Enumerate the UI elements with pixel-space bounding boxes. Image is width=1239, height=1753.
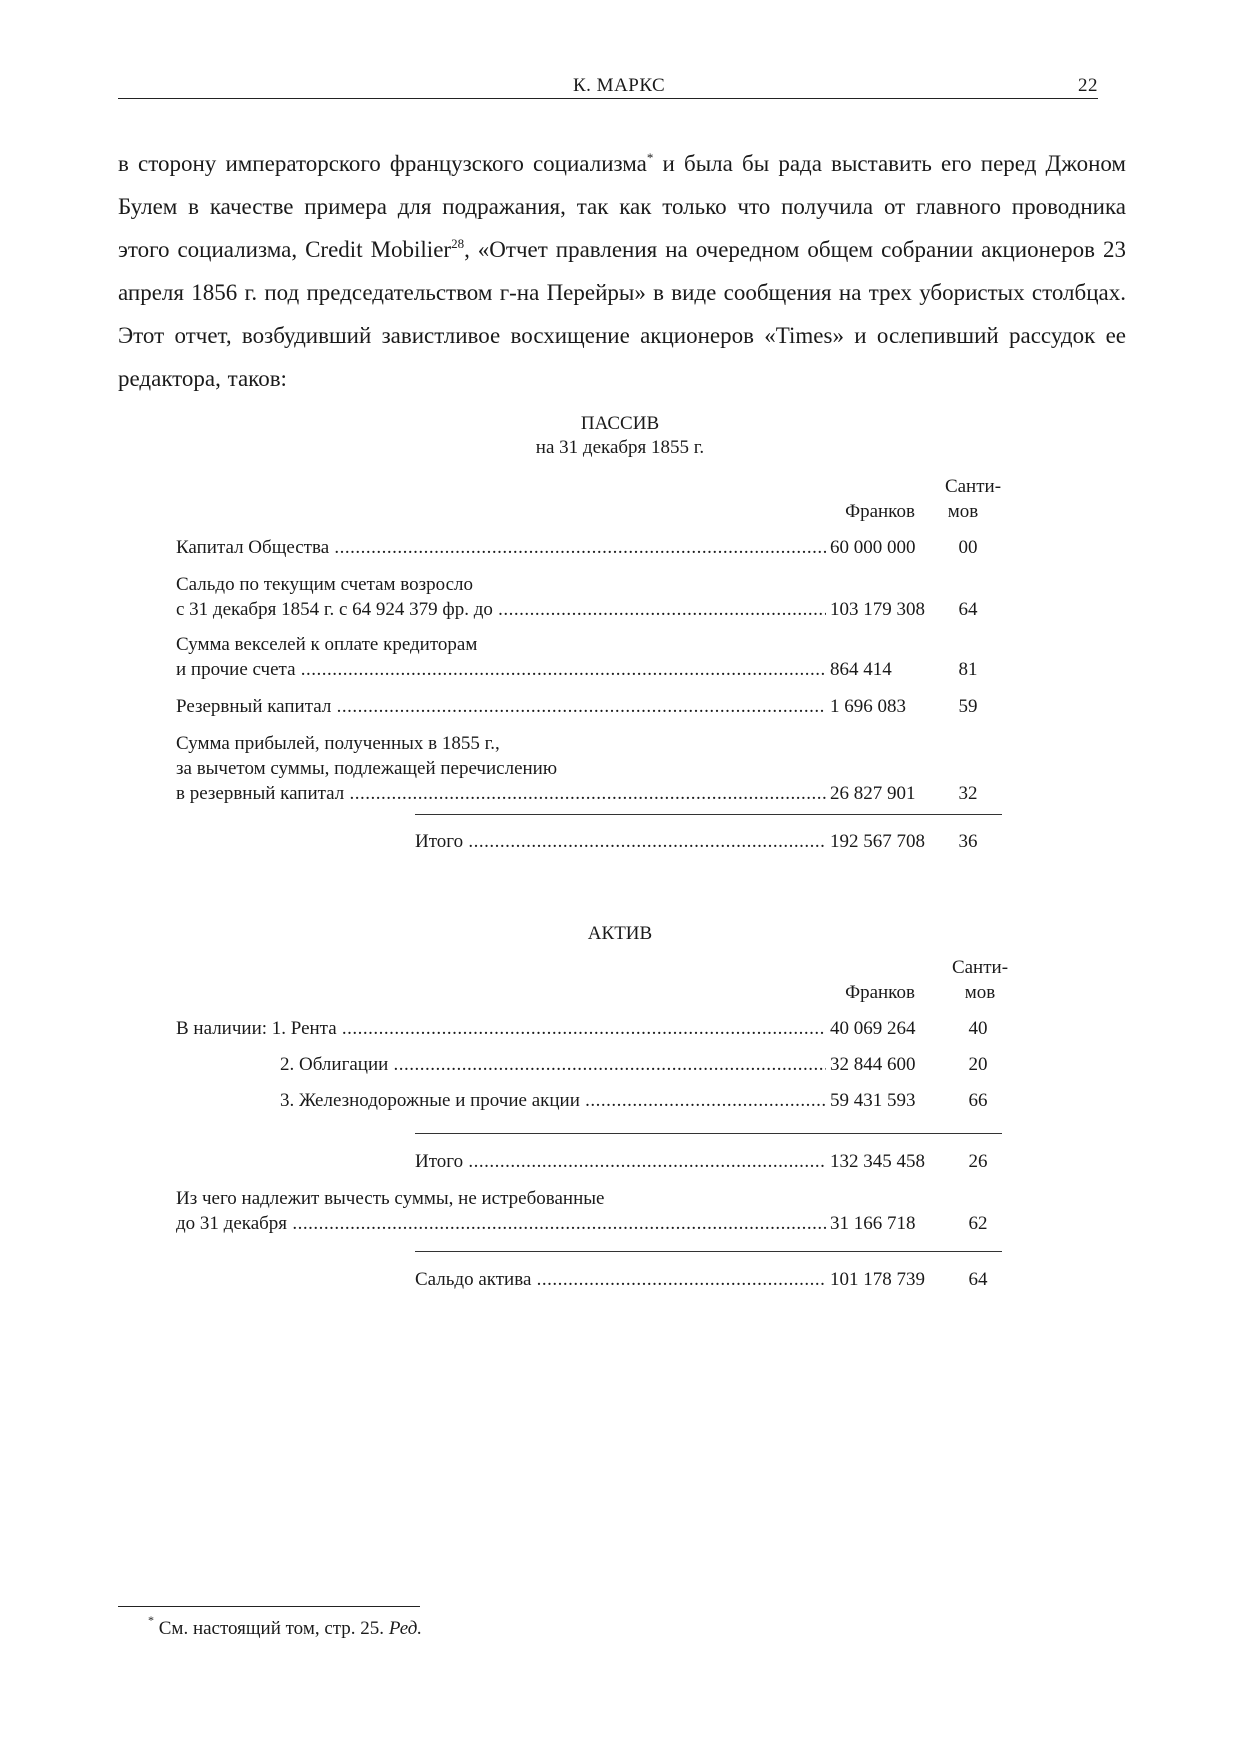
aktiv-title xyxy=(380,922,860,946)
row-label: Резервный капитал ..... xyxy=(176,694,826,719)
running-header xyxy=(118,74,1098,99)
row-cents: 20 xyxy=(968,1054,988,1075)
total-francs: 132 345 458 xyxy=(830,1151,925,1172)
row-cents: 66 xyxy=(968,1090,988,1111)
row-cents: 40 xyxy=(968,1018,988,1039)
aktiv-balance-rule xyxy=(415,1251,1002,1252)
row-label: 2. Облигации ..... xyxy=(280,1052,826,1077)
footnote-mark: * xyxy=(148,1613,154,1627)
row-label: с 31 декабря 1854 г. с 64 924 379 фр. до ..... xyxy=(176,597,826,622)
balance-label: Сальдо актива ..... xyxy=(415,1267,826,1292)
balance-cents: 64 xyxy=(968,1269,988,1290)
footnote-editor: Ред. xyxy=(388,1618,423,1639)
row-francs: 103 179 308 xyxy=(830,599,925,620)
row-label-line: Из чего надлежит вычесть суммы, не истребованные xyxy=(176,1188,605,1209)
body-text-part2: и была бы рада выставить его перед Джоном Булем в качестве примера для подражания, так как только что получила от главного проводника этого социализма, Credit Mobilier xyxy=(118,151,1126,262)
passiv-francs-header: Франков xyxy=(845,501,915,522)
row-label: Капитал Общества ..... xyxy=(176,535,826,560)
row-cents: 59 xyxy=(958,696,978,717)
row-label: до 31 декабря ..... xyxy=(176,1211,826,1236)
row-francs: 1 696 083 xyxy=(830,696,906,717)
passiv-heading: ПАССИВ xyxy=(580,413,660,434)
aktiv-cents-header-1: Санти- xyxy=(951,957,1009,978)
row-francs: 864 414 xyxy=(830,659,892,680)
row-label: в резервный капитал ..... xyxy=(176,781,826,806)
aktiv-francs-header: Франков xyxy=(845,982,915,1003)
aktiv-heading: АКТИВ xyxy=(587,923,653,944)
row-francs: 31 166 718 xyxy=(830,1213,916,1234)
passiv-cents-header-2: мов xyxy=(947,501,979,522)
row-label: В наличии: 1. Рента ..... xyxy=(176,1016,826,1041)
page-number: 22 xyxy=(1078,75,1098,96)
row-cents: 32 xyxy=(958,783,978,804)
passiv-title xyxy=(380,412,860,460)
passiv-cents-header-1: Санти- xyxy=(944,476,1002,497)
body-paragraph xyxy=(118,142,1126,400)
aktiv-cents-header-2: мов xyxy=(964,982,996,1003)
row-francs: 59 431 593 xyxy=(830,1090,916,1111)
footnote-mark: * xyxy=(646,150,654,165)
row-label-line: Сумма прибылей, полученных в 1855 г., xyxy=(176,733,500,754)
total-label: Итого ..... xyxy=(415,1149,826,1174)
row-cents: 62 xyxy=(968,1213,988,1234)
note-reference: 28 xyxy=(451,236,465,251)
row-cents: 64 xyxy=(958,599,978,620)
header-author: К. МАРКС xyxy=(573,75,666,96)
footnote-rule xyxy=(118,1606,420,1607)
passiv-cents-header xyxy=(933,474,1013,499)
row-label: и прочие счета ..... xyxy=(176,657,826,682)
passiv-subtitle: на 31 декабря 1855 г. xyxy=(535,437,705,458)
total-cents: 26 xyxy=(968,1151,988,1172)
body-text-part3: , «Отчет правления на очередном общем собрании акционеров 23 апреля 1856 г. под председательством г-на Перейры» в виде сообщения на трех убористых столбцах. Этот отчет, возбудивший завистливое восхищение акционеров «Times» и ослепивший рассудок ее редактора, таков: xyxy=(118,237,1126,391)
row-francs: 60 000 000 xyxy=(830,537,916,558)
row-label-line: Сумма векселей к оплате кредиторам xyxy=(176,634,478,655)
row-label-line: Сальдо по текущим счетам возросло xyxy=(176,574,474,595)
row-cents: 00 xyxy=(958,537,978,558)
total-cents: 36 xyxy=(958,831,978,852)
row-label: 3. Железнодорожные и прочие акции ..... xyxy=(280,1088,826,1113)
row-francs: 32 844 600 xyxy=(830,1054,916,1075)
row-francs: 40 069 264 xyxy=(830,1018,916,1039)
row-francs: 26 827 901 xyxy=(830,783,916,804)
row-cents: 81 xyxy=(958,659,978,680)
footnote-text: См. настоящий том, стр. 25. xyxy=(154,1618,389,1639)
body-text-part1: в сторону императорского французского социализма xyxy=(118,151,647,176)
total-francs: 192 567 708 xyxy=(830,831,925,852)
footnote xyxy=(148,1613,423,1640)
row-label-line: за вычетом суммы, подлежащей перечислению xyxy=(176,758,558,779)
aktiv-total-rule xyxy=(415,1133,1002,1134)
passiv-total-rule xyxy=(415,814,1002,815)
total-label: Итого ..... xyxy=(415,829,826,854)
balance-francs: 101 178 739 xyxy=(830,1269,925,1290)
